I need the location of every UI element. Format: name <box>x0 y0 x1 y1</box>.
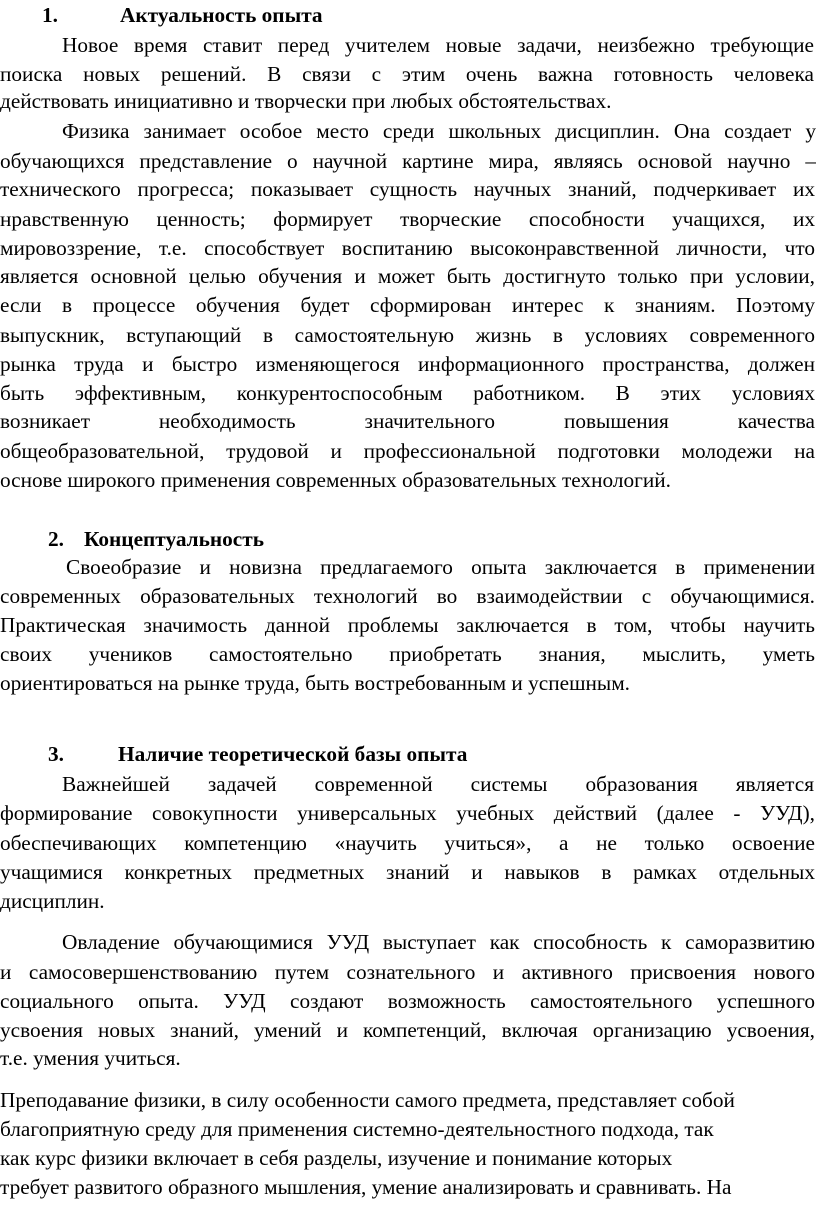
section-heading <box>0 737 816 771</box>
text-line: выпускник, вступающий в самостоятельную жизнь в условиях современного <box>0 323 815 347</box>
text-line: возникает необходимость значительного повышения качества <box>0 409 815 433</box>
text-line: учащимися конкретных предметных знаний и навыков в рамках отдельных <box>0 860 815 884</box>
text-line: действовать инициативно и творчески при любых обстоятельствах. <box>0 89 612 113</box>
text-line: мировоззрение, т.е. способствует воспитанию высоконравственной личности, что <box>0 236 815 260</box>
text-line: Своеобразие и новизна предлагаемого опыта заключается в применении <box>66 555 815 579</box>
text-line: поиска новых решений. В связи с этим очень важна готовность человека <box>0 62 814 86</box>
section-number: 2. <box>48 527 64 551</box>
text-line: если в процессе обучения будет сформирован интерес к знаниям. Поэтому <box>0 293 815 317</box>
text-line: Овладение обучающимися УУД выступает как способность к саморазвитию <box>62 930 815 954</box>
text-line: основе широкого применения современных образовательных технологий. <box>0 468 671 492</box>
text-line: формирование совокупности универсальных учебных действий (далее - УУД), <box>0 801 815 825</box>
text-line: является основной целью обучения и может быть достигнуто только при условии, <box>0 264 815 288</box>
text-line: обучающихся представление о научной картине мира, являясь основой научно – <box>0 149 816 173</box>
section-number: 1. <box>42 3 58 27</box>
text-line: социального опыта. УУД создают возможность самостоятельного успешного <box>0 989 815 1013</box>
text-line: Важнейшей задачей современной системы образования является <box>62 772 814 796</box>
text-line: усвоения новых знаний, умений и компетенций, включая организацию усвоения, <box>0 1018 815 1042</box>
section-number: 3. <box>48 742 64 766</box>
text-line: общеобразовательной, трудовой и профессиональной подготовки молодежи на <box>0 439 815 463</box>
text-line: современных образовательных технологий во взаимодействии с обучающимися. <box>0 584 815 608</box>
text-line: рынка труда и быстро изменяющегося информационного пространства, должен <box>0 352 815 376</box>
text-line: обеспечивающих компетенцию «научить учиться», а не только освоение <box>0 831 815 855</box>
text-line: ориентироваться на рынке труда, быть востребованным и успешным. <box>0 671 631 695</box>
text-line: нравственную ценность; формирует творческие способности учащихся, их <box>0 207 815 231</box>
text-line: требует развитого образного мышления, умение анализировать и сравнивать. На <box>0 1175 732 1199</box>
text-line: Новое время ставит перед учителем новые задачи, неизбежно требующие <box>62 33 814 57</box>
text-line: технического прогресса; показывает сущность научных знаний, подчеркивает их <box>0 177 815 201</box>
text-line: Физика занимает особое место среди школьных дисциплин. Она создает у <box>62 119 816 143</box>
section-title: Наличие теоретической базы опыта <box>118 742 468 766</box>
text-line: дисциплин. <box>0 889 105 913</box>
text-line: благоприятную среду для применения системно-деятельностного подхода, так <box>0 1117 714 1141</box>
text-line: быть эффективным, конкурентоспособным работником. В этих условиях <box>0 381 815 405</box>
text-line: и самосовершенствованию путем сознательного и активного присвоения нового <box>0 960 815 984</box>
text-line: своих учеников самостоятельно приобретать знания, мыслить, уметь <box>0 642 815 666</box>
section-title: Актуальность опыта <box>120 3 323 27</box>
text-line: т.е. умения учиться. <box>0 1046 181 1070</box>
section-title: Концептуальность <box>84 527 264 551</box>
text-line: Практическая значимость данной проблемы заключается в том, чтобы научить <box>0 613 815 637</box>
text-line: Преподавание физики, в силу особенности самого предмета, представляет собой <box>0 1088 735 1112</box>
text-line: как курс физики включает в себя разделы, изучение и понимание которых <box>0 1146 673 1170</box>
